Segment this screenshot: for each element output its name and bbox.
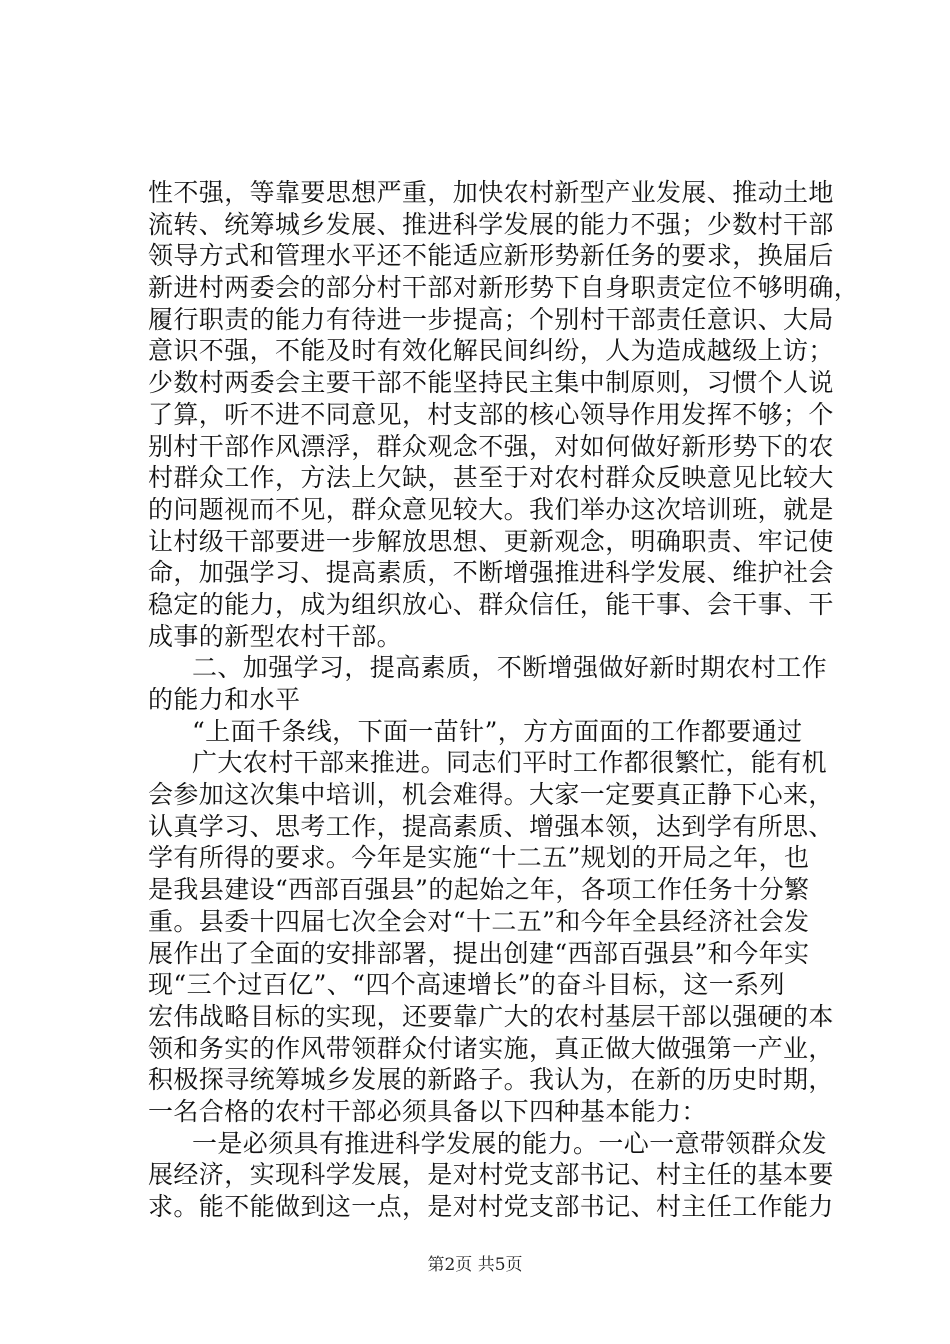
text-line: 的问题视而不见，群众意见较大。我们举办这次培训班，就是 xyxy=(148,494,834,524)
text-line: 展经济，实现科学发展，是对村党支部书记、村主任的基本要 xyxy=(148,1160,834,1190)
text-line: 会参加这次集中培训，机会难得。大家一定要真正静下心来， xyxy=(148,780,834,810)
text-line: 意识不强，不能及时有效化解民间纠纷，人为造成越级上访； xyxy=(148,336,834,366)
text-line: 领和务实的作风带领群众付诸实施，真正做大做强第一产业， xyxy=(148,1033,834,1063)
text-line: 别村干部作风漂浮，群众观念不强，对如何做好新形势下的农 xyxy=(148,431,834,461)
text-line: 现“三个过百亿”、“四个高速增长”的奋斗目标，这一系列 xyxy=(148,970,785,1000)
text-line: 认真学习、思考工作，提高素质、增强本领，达到学有所思、 xyxy=(148,811,834,841)
text-line: 积极探寻统筹城乡发展的新路子。我认为，在新的历史时期， xyxy=(148,1065,834,1095)
text-line: 履行职责的能力有待进一步提高；个别村干部责任意识、大局 xyxy=(148,304,834,334)
text-line: 重。县委十四届七次全会对“十二五”和今年全县经济社会发 xyxy=(148,906,810,936)
text-line: “上面千条线，下面一苗针”，方方面面的工作都要通过 xyxy=(192,716,803,746)
text-line: 展作出了全面的安排部署，提出创建“西部百强县”和今年实 xyxy=(148,938,810,968)
text-line: 让村级干部要进一步解放思想、更新观念，明确职责、牢记使 xyxy=(148,526,834,556)
text-line: 村群众工作，方法上欠缺，甚至于对农村群众反映意见比较大 xyxy=(148,463,834,493)
text-line: 领导方式和管理水平还不能适应新形势新任务的要求，换届后 xyxy=(148,241,834,271)
text-line: 广大农村干部来推进。同志们平时工作都很繁忙，能有机 xyxy=(192,748,828,778)
text-line: 稳定的能力，成为组织放心、群众信任，能干事、会干事、干 xyxy=(148,589,834,619)
body-text xyxy=(148,177,860,1223)
text-line: 一名合格的农村干部必须具备以下四种基本能力： xyxy=(148,1096,707,1126)
text-line: 学有所得的要求。今年是实施“十二五”规划的开局之年，也 xyxy=(148,843,810,873)
text-line: 宏伟战略目标的实现，还要靠广大的农村基层干部以强硬的本 xyxy=(148,1001,834,1031)
text-line: 二、加强学习，提高素质，不断增强做好新时期农村工作 xyxy=(192,653,828,683)
text-line: 求。能不能做到这一点，是对村党支部书记、村主任工作能力 xyxy=(148,1192,834,1221)
text-line: 新进村两委会的部分村干部对新形势下自身职责定位不够明确， xyxy=(148,273,860,303)
text-line: 少数村两委会主要干部不能坚持民主集中制原则，习惯个人说 xyxy=(148,368,834,398)
text-line: 命，加强学习、提高素质，不断增强推进科学发展、维护社会 xyxy=(148,558,834,588)
text-line: 性不强，等靠要思想严重，加快农村新型产业发展、推动土地 xyxy=(148,178,834,207)
text-line: 成事的新型农村干部。 xyxy=(148,621,403,651)
page-footer: 第2页 共5页 xyxy=(427,1255,523,1275)
text-line: 是我县建设“西部百强县”的起始之年，各项工作任务十分繁 xyxy=(148,875,810,905)
text-line: 一是必须具有推进科学发展的能力。一心一意带领群众发 xyxy=(192,1128,828,1158)
text-line: 的能力和水平 xyxy=(148,685,301,714)
text-line: 流转、统筹城乡发展、推进科学发展的能力不强；少数村干部 xyxy=(148,209,834,239)
text-line: 了算，听不进不同意见，村支部的核心领导作用发挥不够；个 xyxy=(148,399,834,429)
